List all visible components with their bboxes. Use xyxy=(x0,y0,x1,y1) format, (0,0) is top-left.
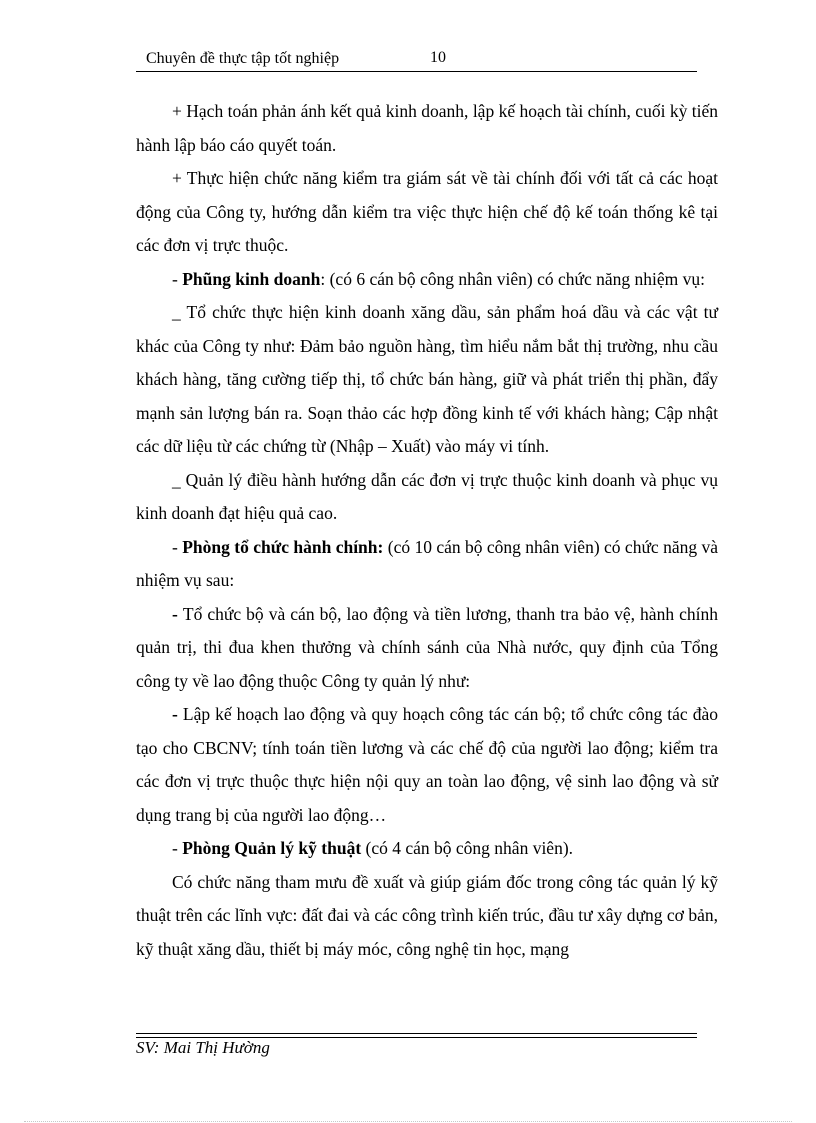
student-name: SV: Mai Thị Hường xyxy=(136,1038,270,1057)
paragraph-section-heading: - Phòng Quản lý kỹ thuật (có 4 cán bộ công nhân viên). xyxy=(172,838,574,858)
paragraph-section-heading: - Phòng tổ chức hành chính: (có 10 cán bộ công nhân viên) có chức năng và nhiệm vụ sau: xyxy=(136,536,719,590)
page-boundary xyxy=(24,1121,792,1122)
section-heading: Phòng Quản lý kỹ thuật xyxy=(182,838,362,858)
document-title: Chuyên đề thực tập tốt nghiệp xyxy=(146,50,340,67)
paragraph: Có chức năng tham mưu đề xuất và giúp giám đốc trong công tác quản lý kỹ thuật trên các lĩnh vực: đất đai và các công trình kiến trúc, đầu tư xây dựng cơ bản, kỹ thuật xăng dầu, thiết bị máy móc, công nghệ tin học, mạng xyxy=(136,871,718,959)
page-header xyxy=(136,48,697,72)
document-body xyxy=(136,95,718,966)
bullet-dash: - xyxy=(172,704,183,724)
paragraph: - Lập kế hoạch lao động và quy hoạch công tác cán bộ; tổ chức công tác đào tạo cho CBCNV; tính toán tiền lương và các chế độ của người lao động; kiểm tra các đơn vị trực thuộc thực hiện nội quy an toàn lao động, vệ sinh lao động và sử dụng trang bị của người lao động… xyxy=(136,704,718,825)
bullet-dash: - xyxy=(172,603,183,624)
paragraph: _ Quản lý điều hành hướng dẫn các đơn vị trực thuộc kinh doanh và phục vụ kinh doanh đạt hiệu quả cao. xyxy=(136,469,718,523)
section-heading: Phũng kinh doanh xyxy=(182,268,321,289)
paragraph: _ Tổ chức thực hiện kinh doanh xăng dầu, sản phẩm hoá dầu và các vật tư khác của Công ty như: Đảm bảo nguồn hàng, tìm hiểu nắm bắt thị trường, nhu cầu khách hàng, tăng cường tiếp thị, tổ chức bán hàng, giữ và phát triển thị phần, đẩy mạnh sản lượng bán ra. Soạn thảo các hợp đồng kinh tế với khách hàng; Cập nhật các dữ liệu từ các chứng từ (Nhập – Xuất) vào máy vi tính. xyxy=(136,302,718,456)
paragraph: + Hạch toán phản ánh kết quả kinh doanh, lập kế hoạch tài chính, cuối kỳ tiến hành lập báo cáo quyết toán. xyxy=(136,101,718,155)
paragraph: + Thực hiện chức năng kiểm tra giám sát về tài chính đối với tất cả các hoạt động của Công ty, hướng dẫn kiểm tra việc thực hiện chế độ kế toán thống kê tại các đơn vị trực thuộc. xyxy=(136,168,718,255)
page-number: 10 xyxy=(430,49,446,66)
paragraph-section-heading: - Phũng kinh doanh: (có 6 cán bộ công nhân viên) có chức năng nhiệm vụ: xyxy=(172,268,706,289)
header-divider xyxy=(136,71,697,72)
paragraph: - Tổ chức bộ và cán bộ, lao động và tiền lương, thanh tra bảo vệ, hành chính quản trị, thi đua khen thưởng và chính sánh của Nhà nước, quy định của Tổng công ty về lao động thuộc Công ty quản lý như: xyxy=(136,603,718,691)
section-heading: Phòng tổ chức hành chính: xyxy=(182,536,384,557)
